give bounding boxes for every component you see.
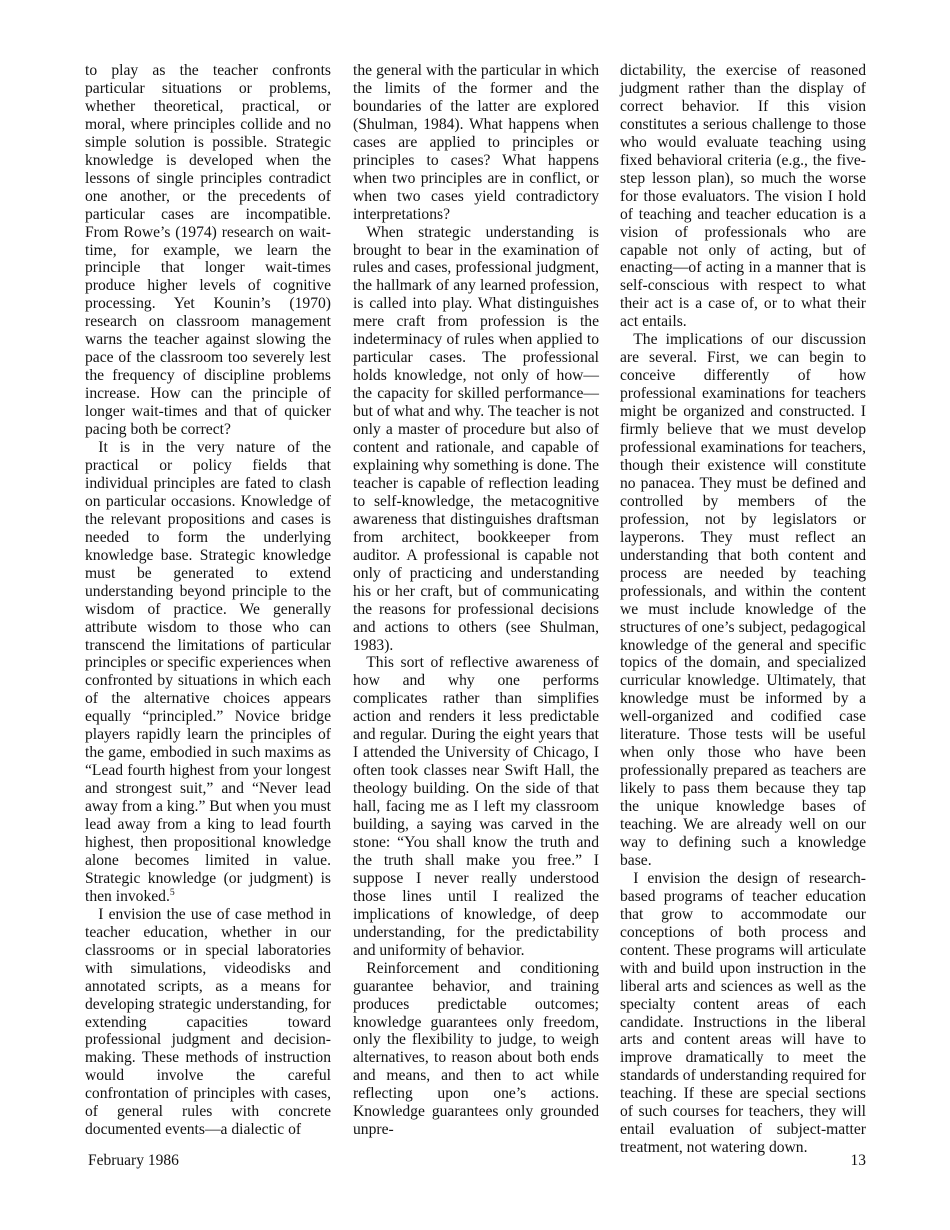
footnote-marker: 5 xyxy=(169,886,175,898)
page-number: 13 xyxy=(850,1152,866,1169)
paragraph: I envision the use of case method in teacher education, whether in our classrooms or in special laboratories with simulations, videodisks and annotated scripts, as a means for developing strategic understanding, for extending capacities toward professional judgment and decision-making. These methods of instruction would involve the careful confrontation of principles with cases, of general rules with concrete documented events—a dialectic of xyxy=(85,905,331,1139)
paragraph: the general with the particular in which the limits of the former and the boundaries of the latter are explored (Shulman, 1984). What happens when cases are applied to principles or principles to cases? What happens when two principles are in conflict, or when two cases yield contradictory interpretations? xyxy=(353,62,599,223)
paragraph: to play as the teacher confronts particular situations or problems, whether theoretical, practical, or moral, where principles collide and no simple solution is possible. Strategic knowledge is developed when the lessons of single principles contradict one another, or the precedents of particular cases are incompatible. From Rowe’s (1974) research on wait-time, for example, we learn the principle that longer wait-times produce higher levels of cognitive processing. Yet Kounin’s (1970) research on classroom management warns the teacher against slowing the pace of the classroom too severely lest the frequency of discipline problems increase. How can the principle of longer wait-times and that of quicker pacing both be correct? xyxy=(85,62,331,439)
paragraph-text: It is in the very nature of the practical or policy fields that individual principles are fated to clash on particular occasions. Knowledge of the relevant propositions and cases is needed to form the underlying knowledge base. Strategic knowledge must be generated to extend understanding beyond principle to the wisdom of practice. We generally attribute wisdom to those who can transcend the limitations of particular principles or specific experiences when confronted by situations in which each of the alternative choices appears equally “principled.” Novice bridge players rapidly learn the principles of the game, embodied in such maxims as “Lead fourth highest from your longest and strongest suit,” and “Never lead away from a king.” But when you must lead away from a king to lead fourth highest, then propositional knowledge alone becomes limited in value. Strategic knowledge (or judgment) is then invoked. xyxy=(85,439,331,905)
paragraph: dictability, the exercise of reasoned judgment rather than the display of correct behavior. If this vision constitutes a serious challenge to those who would evaluate teaching using fixed behavioral criteria (e.g., the five-step lesson plan), so much the worse for those evaluators. The vision I hold of teaching and teacher education is a vision of professionals who are capable not only of acting, but of enacting—of acting in a manner that is self-conscious with respect to what their act is a case of, or to what their act entails. xyxy=(620,62,866,331)
paragraph: When strategic understanding is brought to bear in the examination of rules and cases, professional judgment, the hallmark of any learned profession, is called into play. What distinguishes mere craft from profession is the indeterminacy of rules when applied to particular cases. The professional holds knowledge, not only of how—the capacity for skilled performance—but of what and why. The teacher is not only a master of procedure but also of content and rationale, and capable of explaining why something is done. The teacher is capable of reflection leading to self-knowledge, the metacognitive awareness that distinguishes draftsman from architect, bookkeeper from auditor. A professional is capable not only of practicing and understanding his or her craft, but of communicating the reasons for professional decisions and actions to others (see Shulman, 1983). xyxy=(353,223,599,654)
text-column-1 xyxy=(85,62,331,1139)
text-column-3 xyxy=(620,62,866,1157)
footer-date: February 1986 xyxy=(88,1152,179,1169)
paragraph: Reinforcement and conditioning guarantee behavior, and training produces predictable outcomes; knowledge guarantees only freedom, only the flexibility to judge, to weigh alternatives, to reason about both ends and means, and then to act while reflecting upon one’s actions. Knowledge guarantees only grounded unpre- xyxy=(353,959,599,1139)
paragraph: The implications of our discussion are several. First, we can begin to conceive differently of how professional examinations for teachers might be organized and constructed. I firmly believe that we must develop professional examinations for teachers, though their existence will constitute no panacea. They must be defined and controlled by members of the profession, not by legislators or layperons. They must reflect an understanding that both content and process are needed by teaching professionals, and within the content we must include knowledge of the structures of one’s subject, pedagogical knowledge of the general and specific topics of the domain, and specialized curricular knowledge. Ultimately, that knowledge must be informed by a well-organized and codified case literature. Those tests will be useful when only those who have been professionally prepared as teachers are likely to pass them because they tap the unique knowledge bases of teaching. We are already well on our way to defining such a knowledge base. xyxy=(620,331,866,869)
text-column-2 xyxy=(353,62,599,1139)
paragraph: I envision the design of research-based programs of teacher education that grow to accommodate our conceptions of both process and content. These programs will articulate with and build upon instruction in the liberal arts and sciences as well as the specialty content areas of each candidate. Instructions in the liberal arts and content areas will have to improve dramatically to meet the standards of understanding required for teaching. If these are special sections of such courses for teachers, they will entail evaluation of subject-matter treatment, not watering down. xyxy=(620,869,866,1157)
paragraph xyxy=(85,439,331,906)
paragraph: This sort of reflective awareness of how and why one performs complicates rather than simplifies action and renders it less predictable and regular. During the eight years that I attended the University of Chicago, I often took classes near Swift Hall, the theology building. On the side of that hall, facing me as I left my classroom building, a saying was carved in the stone: “You shall know the truth and the truth shall make you free.” I suppose I never really understood those lines until I realized the implications of knowledge, of deep understanding, for the predictability and uniformity of behavior. xyxy=(353,654,599,959)
